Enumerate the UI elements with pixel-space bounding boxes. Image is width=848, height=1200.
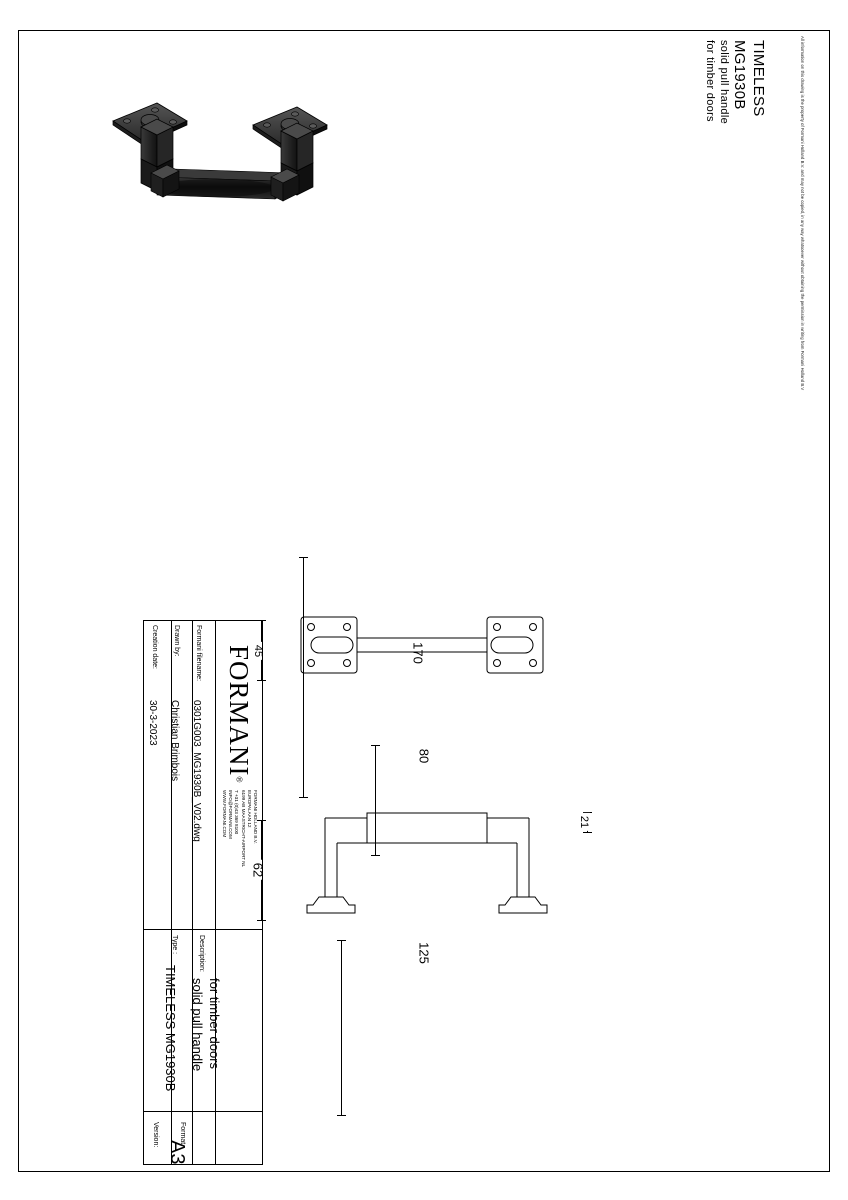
formani-logo-registered: ®	[234, 776, 244, 783]
header-line-description-2: for timber doors	[704, 40, 716, 122]
type-label: Type :	[171, 935, 178, 955]
address-line-4: T +31 (0)43 369 8100	[234, 790, 240, 835]
address-line-6: WWW.FORMANI.COM	[222, 790, 228, 838]
drawn-by-value: Christian Brimbois	[169, 700, 180, 782]
dimension-62-label: 62	[251, 860, 266, 880]
address-line-1: FORMANI HOLLAND B.V.	[253, 790, 258, 844]
front-view-drawing	[295, 605, 555, 685]
formani-logo	[223, 645, 254, 782]
format-label: Format	[179, 1122, 186, 1145]
isometric-handle-drawing	[95, 95, 355, 235]
front-view	[295, 605, 555, 690]
description-value-line-2: for timber doors	[207, 978, 222, 1070]
dimension-125-label: 125	[417, 939, 432, 967]
address-line-2: EUROPALAAN 12	[246, 790, 252, 828]
address-line-3: 6199 AB MAASTRICHT-AIRPORT NL	[240, 790, 246, 868]
formani-logo-text: FORMANI	[224, 645, 254, 777]
side-view	[295, 805, 595, 930]
creation-date-value: 30-3-2023	[147, 700, 158, 746]
filename-value: 0301G003_MG1930B_V02.dwg	[191, 700, 202, 842]
format-value: A3	[166, 1140, 188, 1165]
filename-label: Formani filename:	[195, 625, 202, 682]
type-value: TIMELESS MG1930B	[163, 965, 178, 1092]
creation-date-label: Creation date:	[151, 625, 158, 669]
company-address	[221, 790, 258, 867]
isometric-view	[95, 95, 355, 240]
description-value-line-1: solid pull handle	[190, 978, 205, 1072]
dimension-21-label: 21	[578, 813, 590, 831]
dimension-45-label: 45	[252, 642, 264, 660]
dimension-80-label: 80	[417, 746, 432, 766]
copyright-notice: All information on this drawing is the property of Formani Holland B.V. and may not be copied, in any way whatsoever without obtaining the permission in writing from Formani Holland B.V	[800, 36, 805, 391]
side-view-drawing	[295, 805, 595, 925]
description-label: Description:	[198, 935, 205, 972]
header-line-product-family: TIMELESS	[750, 40, 767, 117]
drawn-by-label: Drawn by:	[173, 625, 180, 657]
address-line-5: INFO@FORMANI.COM	[228, 790, 234, 839]
dimension-170-label: 170	[411, 639, 426, 667]
version-label: Version:	[152, 1122, 159, 1148]
header-line-description-1: solid pull handle	[718, 40, 730, 124]
header-line-model: MG1930B	[731, 40, 748, 110]
